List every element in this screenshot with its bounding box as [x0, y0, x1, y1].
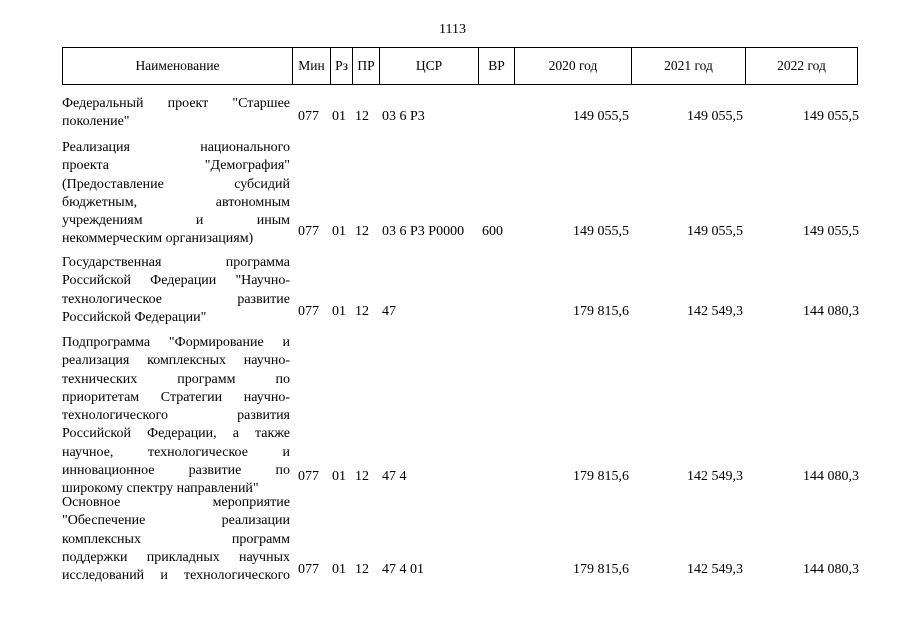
row-name-line: комплексных программ — [62, 531, 290, 547]
row-min: 077 — [298, 469, 319, 484]
row-name — [62, 254, 290, 327]
row-value-2021: 149 055,5 — [687, 109, 743, 124]
row-csr: 47 — [382, 304, 396, 319]
row-value-2022: 144 080,3 — [803, 562, 859, 577]
row-name-line: технологического развития — [62, 408, 290, 424]
row-name-line: Федеральный проект "Старшее — [62, 96, 290, 111]
row-csr: 47 4 01 — [382, 562, 424, 577]
row-name-line: Российской Федерации "Научно- — [62, 273, 290, 289]
row-vr: 600 — [482, 224, 503, 239]
row-value-2020: 179 815,6 — [573, 304, 629, 319]
row-value-2020: 179 815,6 — [573, 469, 629, 484]
row-value-2022: 149 055,5 — [803, 109, 859, 124]
header-csr: ЦСР — [379, 48, 478, 84]
row-value-2021: 149 055,5 — [687, 224, 743, 239]
row-value-2020: 149 055,5 — [573, 224, 629, 239]
row-name-line: поколение" — [62, 114, 130, 130]
header-vr: ВР — [478, 48, 514, 84]
row-name-line: Российской Федерации" — [62, 309, 207, 325]
row-name-line: (Предоставление субсидий — [62, 176, 290, 192]
row-name-line: исследований и технологического — [62, 568, 290, 584]
row-name-line: реализация комплексных научно- — [62, 353, 290, 369]
header-2021: 2021 год — [631, 48, 745, 84]
table-row — [62, 494, 858, 594]
row-name-line: проекта "Демография" — [62, 158, 290, 174]
row-name-line: Основное мероприятие — [62, 495, 290, 510]
table-row — [62, 334, 859, 497]
table-row — [62, 254, 858, 326]
row-name-line: широкому спектру направлений" — [62, 481, 259, 497]
row-value-2020: 149 055,5 — [573, 109, 629, 124]
row-name-line: Подпрограмма "Формирование и — [62, 335, 290, 350]
row-min: 077 — [298, 109, 319, 124]
row-min: 077 — [298, 562, 319, 577]
row-name-line: Российской Федерации, а также — [62, 426, 290, 442]
row-value-2020: 179 815,6 — [573, 562, 629, 577]
row-name-line: технических программ по — [62, 371, 290, 387]
row-min: 077 — [298, 304, 319, 319]
table-row — [62, 95, 858, 135]
row-min: 077 — [298, 224, 319, 239]
row-name — [62, 334, 290, 499]
row-name-line: научное, технологическое и — [62, 444, 290, 460]
row-pr: 12 — [355, 224, 369, 239]
row-rz: 01 — [332, 304, 346, 319]
row-pr: 12 — [355, 304, 369, 319]
header-2020: 2020 год — [514, 48, 631, 84]
row-name-line: Реализация национального — [62, 140, 290, 155]
row-name-line: учреждениям и иным — [62, 213, 290, 229]
row-name-line: некоммерческим организациям) — [62, 231, 254, 247]
row-rz: 01 — [332, 109, 346, 124]
row-name-line: поддержки прикладных научных — [62, 549, 290, 565]
row-name — [62, 95, 290, 132]
row-value-2021: 142 549,3 — [687, 469, 743, 484]
row-name — [62, 494, 290, 585]
header-rz: Рз — [330, 48, 352, 84]
row-pr: 12 — [355, 562, 369, 577]
row-value-2021: 142 549,3 — [687, 304, 743, 319]
row-name-line: инновационное развитие по — [62, 463, 290, 479]
row-value-2021: 142 549,3 — [687, 562, 743, 577]
row-name-line: бюджетным, автономным — [62, 194, 290, 210]
row-name-line: Государственная программа — [62, 255, 290, 270]
row-value-2022: 144 080,3 — [803, 469, 859, 484]
row-rz: 01 — [332, 469, 346, 484]
row-name-line: "Обеспечение реализации — [62, 513, 290, 529]
row-csr: 47 4 — [382, 469, 407, 484]
row-pr: 12 — [355, 469, 369, 484]
header-name: Наименование — [135, 58, 220, 73]
page-number: 1113 — [439, 22, 466, 37]
row-name-line: приоритетам Стратегии научно- — [62, 389, 290, 405]
row-csr: 03 6 Р3 — [382, 109, 425, 124]
row-pr: 12 — [355, 109, 369, 124]
header-min: Мин — [292, 48, 330, 84]
row-name-line: технологическое развитие — [62, 291, 290, 307]
table-header — [62, 47, 858, 85]
row-value-2022: 144 080,3 — [803, 304, 859, 319]
row-csr: 03 6 Р3 Р0000 — [382, 224, 465, 239]
header-pr: ПР — [352, 48, 379, 84]
row-rz: 01 — [332, 562, 346, 577]
row-rz: 01 — [332, 224, 346, 239]
header-2022: 2022 год — [745, 48, 857, 84]
row-value-2022: 149 055,5 — [803, 224, 859, 239]
table-row — [62, 139, 858, 249]
row-name — [62, 139, 290, 249]
